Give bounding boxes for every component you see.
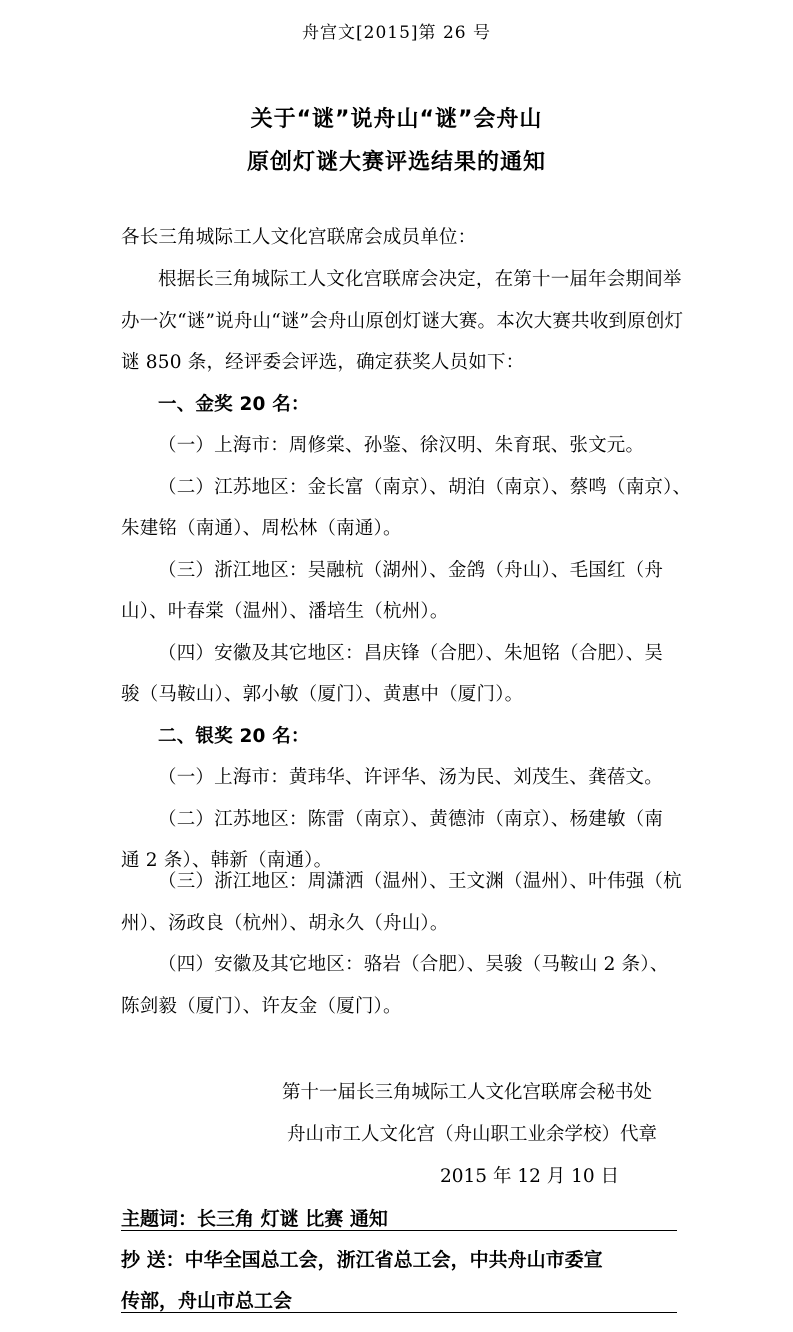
silver-line: （四）安徽及其它地区：骆岩（合肥）、吴骏（马鞍山 2 条）、 xyxy=(158,954,669,975)
signature-org: 第十一届长三角城际工人文化宫联席会秘书处 xyxy=(282,1082,653,1103)
divider xyxy=(121,1230,677,1231)
gold-heading: 一、金奖 20 名： xyxy=(158,394,310,415)
intro-line-1: 根据长三角城际工人文化宫联席会决定，在第十一届年会期间举 xyxy=(158,269,682,290)
divider xyxy=(121,1312,677,1313)
gold-line: 朱建铭（南通）、周松林（南通）。 xyxy=(121,518,402,539)
gold-line: （四）安徽及其它地区：昌庆锋（合肥）、朱旭铭（合肥）、吴 xyxy=(158,643,664,664)
signature-date: 2015 年 12 月 10 日 xyxy=(440,1166,620,1187)
gold-line: （二）江苏地区：金长富（南京）、胡泊（南京）、蔡鸣（南京）、 xyxy=(158,477,692,498)
gold-line: （三）浙江地区：吴融杭（湖州）、金鸽（舟山）、毛国红（舟 xyxy=(158,560,664,581)
intro-line-3: 谜 850 条，经评委会评选，确定获奖人员如下： xyxy=(121,352,525,373)
signature-agent: 舟山市工人文化宫（舟山职工业余学校）代章 xyxy=(287,1124,658,1145)
silver-line: 陈剑毅（厦门）、许友金（厦门）。 xyxy=(121,996,402,1017)
gold-line: （一）上海市：周修棠、孙鉴、徐汉明、朱育珉、张文元。 xyxy=(158,435,645,456)
silver-line: （一）上海市：黄玮华、许评华、汤为民、刘茂生、龚蓓文。 xyxy=(158,767,663,788)
keywords-line: 主题词：长三角 灯谜 比赛 通知 xyxy=(121,1208,388,1230)
silver-line: 通 2 条）、韩新（南通）。 xyxy=(121,850,333,871)
gold-line: 山）、叶春棠（温州）、潘培生（杭州）。 xyxy=(121,601,449,622)
silver-line: 州）、汤政良（杭州）、胡永久（舟山）。 xyxy=(121,913,449,934)
document-number: 舟宫文[2015]第 26 号 xyxy=(302,23,491,43)
silver-heading: 二、银奖 20 名： xyxy=(158,726,310,747)
intro-line-2: 办一次“谜”说舟山“谜”会舟山原创灯谜大赛。本次大赛共收到原创灯 xyxy=(121,311,684,332)
silver-line: （二）江苏地区：陈雷（南京）、黄德沛（南京）、杨建敏（南 xyxy=(158,809,664,830)
cc-line-1: 抄 送：中华全国总工会，浙江省总工会，中共舟山市委宣 xyxy=(121,1249,603,1271)
title-line-1: 关于“谜”说舟山“谜”会舟山 xyxy=(250,107,543,132)
title-line-2: 原创灯谜大赛评选结果的通知 xyxy=(246,150,546,175)
gold-line: 骏（马鞍山）、郭小敏（厦门）、黄惠中（厦门）。 xyxy=(121,684,524,705)
silver-line: （三）浙江地区：周潇洒（温州）、王文渊（温州）、叶伟强（杭 xyxy=(158,871,682,892)
salutation: 各长三角城际工人文化宫联席会成员单位： xyxy=(121,227,477,248)
cc-line-2: 传部，舟山市总工会 xyxy=(121,1290,293,1312)
